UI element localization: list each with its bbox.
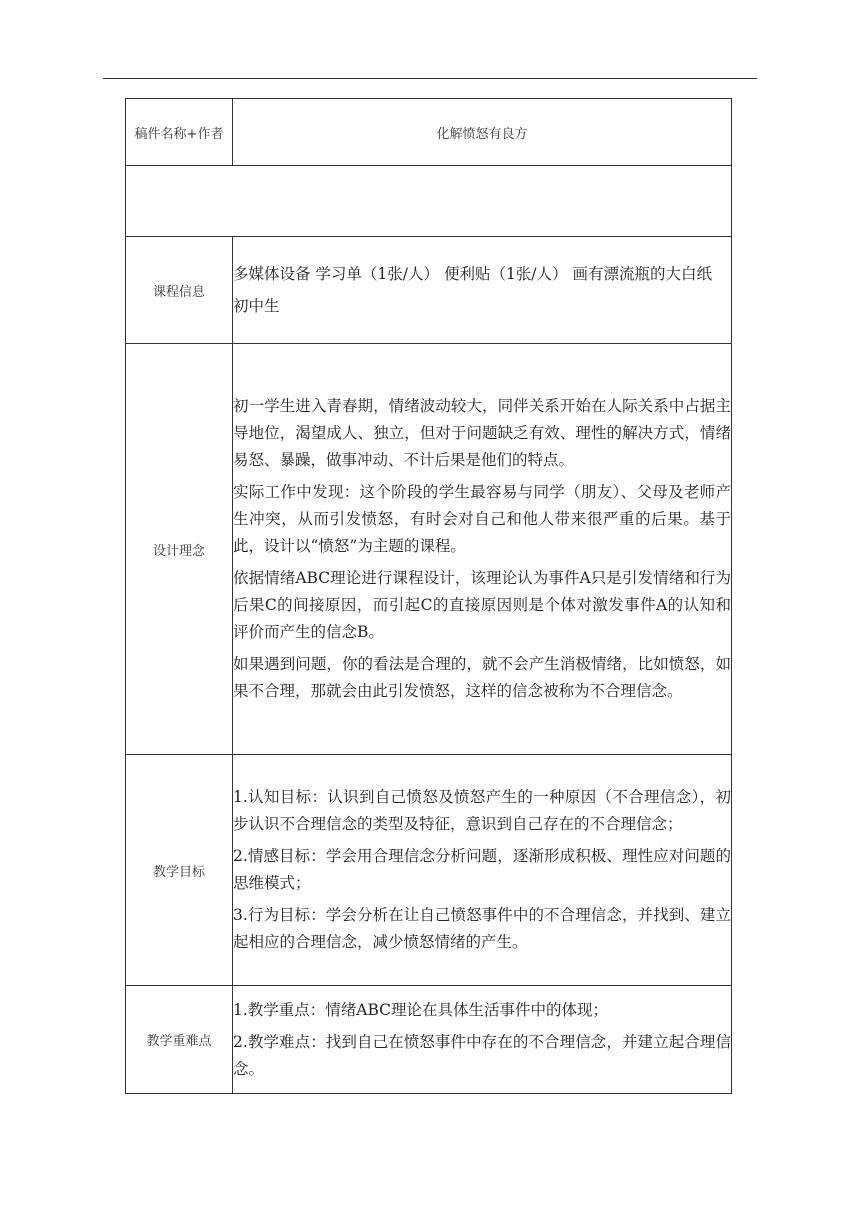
keypoint-item: 2.教学难点：找到自己在愤怒事件中存在的不合理信念，并建立起合理信念。 — [233, 1032, 731, 1078]
header-rule — [103, 78, 757, 79]
goal-item: 2.情感目标：学会用合理信念分析问题，逐渐形成积极、理性应对问题的思维模式； — [233, 847, 731, 892]
goals-content — [233, 755, 732, 986]
design-content — [233, 344, 732, 755]
title-value: 化解愤怒有良方 — [233, 99, 732, 166]
goals-row — [126, 755, 732, 986]
design-row — [126, 344, 732, 755]
goal-item: 3.行为目标：学会分析在让自己愤怒事件中的不合理信念，并找到、建立起相应的合理信念，减少愤怒情绪的产生。 — [233, 906, 731, 951]
title-row — [126, 99, 732, 166]
course-label: 课程信息 — [126, 237, 233, 344]
course-audience: 初中生 — [233, 296, 280, 315]
design-paragraph: 初一学生进入青春期，情绪波动较大，同伴关系开始在人际关系中占据主导地位，渴望成人、独立，但对于问题缺乏有效、理性的解决方式，情绪易怒、暴躁，做事冲动、不计后果是他们的特点。 — [233, 397, 731, 469]
blank-row — [126, 166, 732, 237]
keypoints-label: 教学重难点 — [126, 986, 233, 1094]
lesson-plan-table — [125, 98, 732, 1094]
keypoints-content — [233, 986, 732, 1094]
design-paragraph: 依据情绪ABC理论进行课程设计，该理论认为事件A只是引发情绪和行为后果C的间接原因，而引起C的直接原因则是个体对激发事件A的认知和评价而产生的信念B。 — [233, 569, 731, 641]
course-materials: 多媒体设备 学习单（1张/人） 便利贴（1张/人） 画有漂流瓶的大白纸 — [233, 264, 712, 283]
goal-item: 1.认知目标：认识到自己愤怒及愤怒产生的一种原因（不合理信念），初步认识不合理信念的类型及特征，意识到自己存在的不合理信念； — [233, 788, 731, 833]
course-content — [233, 237, 732, 344]
goals-label: 教学目标 — [126, 755, 233, 986]
title-label: 稿件名称+作者 — [126, 99, 233, 166]
keypoint-item: 1.教学重点：情绪ABC理论在具体生活事件中的体现； — [233, 1000, 609, 1019]
keypoints-row — [126, 986, 732, 1094]
design-label: 设计理念 — [126, 344, 233, 755]
blank-cell — [126, 166, 732, 237]
design-paragraph: 实际工作中发现：这个阶段的学生最容易与同学（朋友）、父母及老师产生冲突，从而引发愤怒，有时会对自己和他人带来很严重的后果。基于此，设计以“愤怒”为主题的课程。 — [233, 483, 731, 555]
design-paragraph: 如果遇到问题，你的看法是合理的，就不会产生消极情绪，比如愤怒，如果不合理，那就会由此引发愤怒，这样的信念被称为不合理信念。 — [233, 655, 731, 700]
course-row — [126, 237, 732, 344]
